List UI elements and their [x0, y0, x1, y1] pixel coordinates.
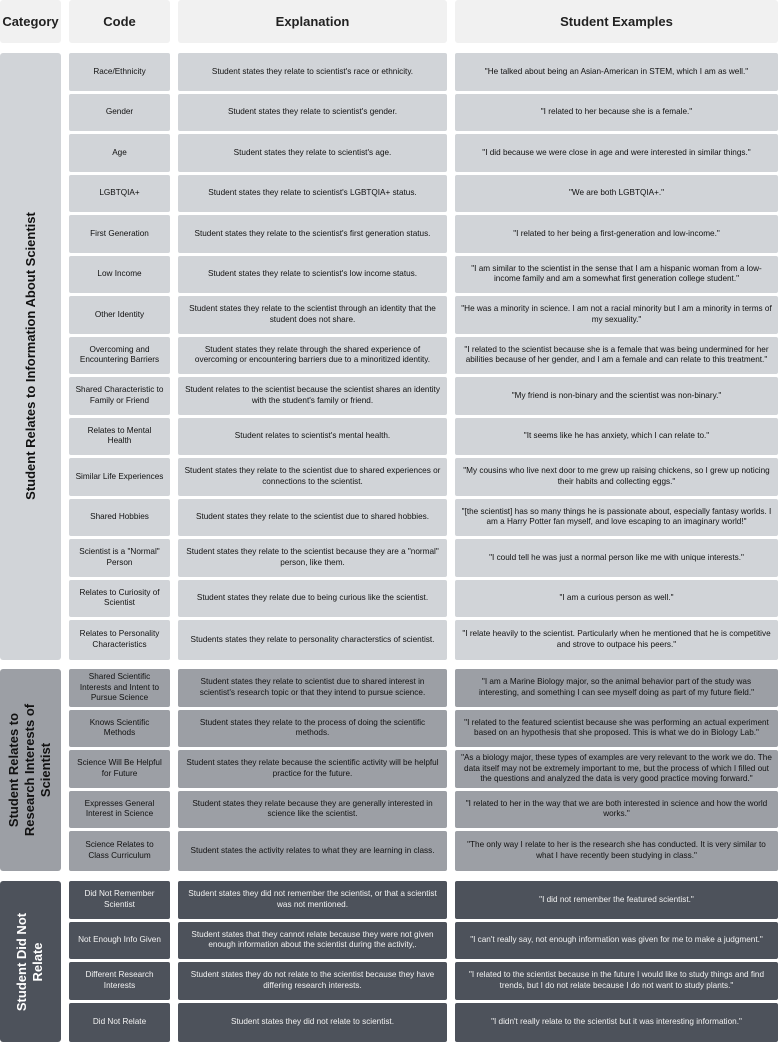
explanation-cell: Student states they relate to the scientist due to shared experiences or connections to the scientist. [178, 458, 447, 496]
example-cell: "As a biology major, these types of examples are very relevant to the work we do. The data itself may not be extremely important to me, but the process of which I filled out the questions and analyzed the data is very good practice moving forward." [455, 750, 778, 788]
example-cell: "I related to her being a first-generation and low-income." [455, 215, 778, 253]
explanation-cell: Student states they do not relate to the scientist because they have differing research interests. [178, 962, 447, 1000]
code-cell: Relates to Personality Characteristics [69, 620, 170, 660]
code-cell: Did Not Remember Scientist [69, 881, 170, 919]
category-label-line: Research Interests of [22, 703, 38, 836]
example-cell: "My cousins who live next door to me grew up raising chickens, so I grew up noticing their habits and collecting eggs." [455, 458, 778, 496]
explanation-cell: Student states they relate to scientist due to shared interest in scientist's research topic or that they intend to pursue science. [178, 669, 447, 707]
explanation-cell: Student states they did not remember the scientist, or that a scientist was not mentioned. [178, 881, 447, 919]
explanation-cell: Students states they relate to personality characterstics of scientist. [178, 620, 447, 660]
example-cell: "I related to her in the way that we are both interested in science and how the world works." [455, 791, 778, 829]
example-cell: "I can't really say, not enough information was given for me to make a judgment." [455, 922, 778, 960]
example-cell: "I related to the featured scientist because she was performing an actual experiment based on an hypothesis that she proposed. This is what we do in Biology Lab." [455, 710, 778, 748]
code-cell: Scientist is a "Normal" Person [69, 539, 170, 577]
category-label [7, 704, 55, 836]
example-cell: "We are both LGBTQIA+." [455, 175, 778, 213]
explanation-cell: Student states they relate to scientist's race or ethnicity. [178, 53, 447, 91]
example-cell: "He was a minority in science. I am not a racial minority but I am a minority in terms of my sexuality." [455, 296, 778, 334]
category-label-line: Student Relates to Information About Scientist [22, 212, 38, 501]
example-cell: "[the scientist] has so many things he is passionate about, especially fantasy worlds. I am a Harry Potter fan myself, and love escaping to an imaginary world!" [455, 499, 778, 537]
code-cell: Shared Hobbies [69, 499, 170, 537]
code-cell: Similar Life Experiences [69, 458, 170, 496]
example-cell: "It seems like he has anxiety, which I can relate to." [455, 418, 778, 456]
category-cell [0, 881, 61, 1042]
code-cell: Low Income [69, 256, 170, 294]
category-label [23, 212, 39, 500]
example-cell: "I am similar to the scientist in the sense that I am a hispanic woman from a low-income family and am a somewhat first generation college student." [455, 256, 778, 294]
code-cell: Race/Ethnicity [69, 53, 170, 91]
code-cell: Relates to Mental Health [69, 418, 170, 456]
code-cell: Science Will Be Helpful for Future [69, 750, 170, 788]
explanation-cell: Student relates to the scientist because the scientist shares an identity with the student's family or friend. [178, 377, 447, 415]
example-cell: "He talked about being an Asian-American in STEM, which I am as well." [455, 53, 778, 91]
example-cell: "The only way I relate to her is the research she has conducted. It is very similar to what I have recently been studying in class." [455, 831, 778, 871]
header-explanation: Explanation [178, 0, 447, 43]
code-cell: Shared Scientific Interests and Intent to Pursue Science [69, 669, 170, 707]
code-cell: Did Not Relate [69, 1003, 170, 1043]
category-label-line: Student Did Not [14, 912, 30, 1011]
category-cell [0, 53, 61, 660]
category-label [15, 912, 47, 1010]
code-cell: Other Identity [69, 296, 170, 334]
explanation-cell: Student states they relate due to being curious like the scientist. [178, 580, 447, 618]
code-cell: Science Relates to Class Curriculum [69, 831, 170, 871]
code-cell: Overcoming and Encountering Barriers [69, 337, 170, 375]
explanation-cell: Student states they relate to scientist's gender. [178, 94, 447, 132]
code-cell: Different Research Interests [69, 962, 170, 1000]
explanation-cell: Student states they relate to scientist's low income status. [178, 256, 447, 294]
example-cell: "I related to her because she is a female." [455, 94, 778, 132]
explanation-cell: Student relates to scientist's mental health. [178, 418, 447, 456]
example-cell: "I could tell he was just a normal person like me with unique interests." [455, 539, 778, 577]
explanation-cell: Student states they relate to the scientist due to shared hobbies. [178, 499, 447, 537]
header-code: Code [69, 0, 170, 43]
explanation-cell: Student states they relate because they are generally interested in science like the scientist. [178, 791, 447, 829]
example-cell: "I related to the scientist because she is a female that was being undermined for her abilities because of her gender, and I am a female and can relate to this treatment." [455, 337, 778, 375]
explanation-cell: Student states they relate to the scientist through an identity that the student does not share. [178, 296, 447, 334]
category-label-line: Relate [30, 941, 46, 982]
code-cell: LGBTQIA+ [69, 175, 170, 213]
explanation-cell: Student states they relate to scientist's age. [178, 134, 447, 172]
category-label-line: Student Relates to [6, 712, 22, 827]
explanation-cell: Student states they relate to the process of doing the scientific methods. [178, 710, 447, 748]
category-cell [0, 669, 61, 871]
example-cell: "I didn't really relate to the scientist but it was interesting information." [455, 1003, 778, 1043]
example-cell: "I relate heavily to the scientist. Particularly when he mentioned that he is competitive and strove to outpace his peers." [455, 620, 778, 660]
code-cell: Shared Characteristic to Family or Friend [69, 377, 170, 415]
code-cell: Relates to Curiosity of Scientist [69, 580, 170, 618]
explanation-cell: Student states they relate to the scientist because they are a "normal" person, like them. [178, 539, 447, 577]
example-cell: "I am a Marine Biology major, so the animal behavior part of the study was interesting, and something I can see myself doing as part of my future field." [455, 669, 778, 707]
code-cell: Age [69, 134, 170, 172]
explanation-cell: Student states they relate to the scientist's first generation status. [178, 215, 447, 253]
example-cell: "My friend is non-binary and the scientist was non-binary." [455, 377, 778, 415]
code-cell: First Generation [69, 215, 170, 253]
category-label-line: Scientist [38, 742, 54, 797]
explanation-cell: Student states they relate to scientist's LGBTQIA+ status. [178, 175, 447, 213]
code-cell: Gender [69, 94, 170, 132]
header-student-examples: Student Examples [455, 0, 778, 43]
explanation-cell: Student states they relate through the shared experience of overcoming or encountering barriers due to a minoritized identity. [178, 337, 447, 375]
example-cell: "I am a curious person as well." [455, 580, 778, 618]
code-cell: Expresses General Interest in Science [69, 791, 170, 829]
example-cell: "I did because we were close in age and were interested in similar things." [455, 134, 778, 172]
header-category: Category [0, 0, 61, 43]
explanation-cell: Student states that they cannot relate because they were not given enough information about the scientist during the activity,. [178, 922, 447, 960]
code-cell: Knows Scientific Methods [69, 710, 170, 748]
example-cell: "I related to the scientist because in the future I would like to study things and find trends, but I do not relate because I do not want to study plants." [455, 962, 778, 1000]
explanation-cell: Student states the activity relates to what they are learning in class. [178, 831, 447, 871]
explanation-cell: Student states they did not relate to scientist. [178, 1003, 447, 1043]
example-cell: "I did not remember the featured scientist." [455, 881, 778, 919]
explanation-cell: Student states they relate because the scientific activity will be helpful practice for the future. [178, 750, 447, 788]
code-cell: Not Enough Info Given [69, 922, 170, 960]
